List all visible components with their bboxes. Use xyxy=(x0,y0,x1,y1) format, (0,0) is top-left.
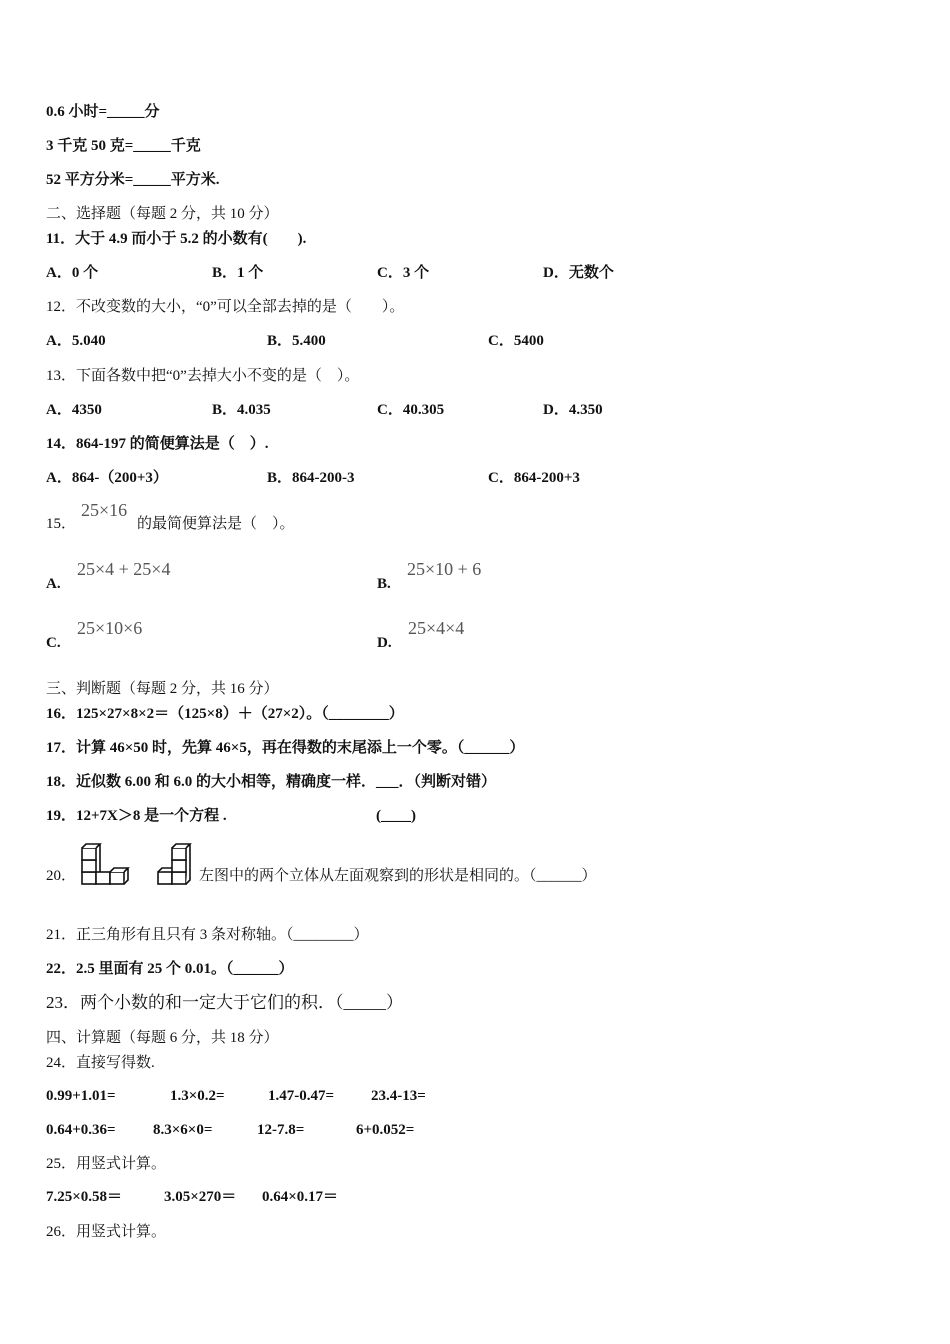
calc-item: 3.05×270＝ xyxy=(164,1189,237,1205)
question-14: 14．864-197 的简便算法是（ ）. xyxy=(46,436,269,452)
option-d: D. xyxy=(377,635,392,651)
question-22: 22．2.5 里面有 25 个 0.01。（______） xyxy=(46,961,294,977)
option-d: D．4.350 xyxy=(543,402,603,418)
question-20-number: 20． xyxy=(46,868,77,884)
question-21: 21．正三角形有且只有 3 条对称轴。（________） xyxy=(46,927,369,943)
fill-question: 3 千克 50 克=_____千克 xyxy=(46,138,201,154)
section-heading: 三、判断题（每题 2 分，共 16 分） xyxy=(46,681,279,697)
calc-item: 8.3×6×0= xyxy=(153,1122,213,1138)
question-11: 11．大于 4.9 而小于 5.2 的小数有( ). xyxy=(46,231,307,247)
calc-item: 7.25×0.58＝ xyxy=(46,1189,123,1205)
option-c: C．3 个 xyxy=(377,265,430,281)
option-b: B．5.400 xyxy=(267,333,326,349)
section-heading: 四、计算题（每题 6 分，共 18 分） xyxy=(46,1030,279,1046)
option-a: A．5.040 xyxy=(46,333,106,349)
option-d: D．无数个 xyxy=(543,265,614,281)
question-25: 25．用竖式计算。 xyxy=(46,1156,167,1172)
calc-item: 6+0.052= xyxy=(356,1122,415,1138)
question-15: 的最简便算法是（ ）。 xyxy=(137,516,295,532)
question-15-number: 15． xyxy=(46,516,77,532)
question-26: 26．用竖式计算。 xyxy=(46,1224,167,1240)
option-c-expression: 25×10×6 xyxy=(77,618,143,638)
section-heading: 二、选择题（每题 2 分，共 10 分） xyxy=(46,206,279,222)
option-a: A．4350 xyxy=(46,402,102,418)
question-19: 19．12+7X＞8 是一个方程 . xyxy=(46,808,227,824)
calc-item: 0.64×0.17＝ xyxy=(262,1189,339,1205)
question-13: 13．下面各数中把“0”去掉大小不变的是（ ）。 xyxy=(46,368,360,384)
option-a-expression: 25×4 + 25×4 xyxy=(77,559,171,579)
question-18: 18．近似数 6.00 和 6.0 的大小相等，精确度一样．___．（判断对错） xyxy=(46,774,497,790)
fill-question: 0.6 小时=_____分 xyxy=(46,104,160,120)
calc-item: 23.4-13= xyxy=(371,1088,426,1104)
question-12: 12．不改变数的大小，“0”可以全部去掉的是（ ）。 xyxy=(46,299,405,315)
option-a: A．864-（200+3） xyxy=(46,470,168,486)
calc-item: 12-7.8= xyxy=(257,1122,305,1138)
option-b: B．864-200-3 xyxy=(267,470,355,486)
question-16: 16．125×27×8×2＝（125×8）＋（27×2）。（________） xyxy=(46,706,404,722)
question-17: 17．计算 46×50 时，先算 46×5，再在得数的末尾添上一个零。（______） xyxy=(46,740,525,756)
option-c: C. xyxy=(46,635,61,651)
option-d-expression: 25×4×4 xyxy=(408,618,465,638)
math-expression: 25×16 xyxy=(81,500,128,520)
option-c: C．864-200+3 xyxy=(488,470,580,486)
answer-blank: (____) xyxy=(376,808,416,824)
option-c: C．40.305 xyxy=(377,402,445,418)
option-a: A. xyxy=(46,576,61,592)
option-b: B. xyxy=(377,576,391,592)
question-24: 24．直接写得数. xyxy=(46,1055,155,1071)
calc-item: 0.64+0.36= xyxy=(46,1122,116,1138)
calc-item: 1.3×0.2= xyxy=(170,1088,225,1104)
option-b: B．1 个 xyxy=(212,265,264,281)
cube-figure-left xyxy=(80,842,132,886)
question-20: 左图中的两个立体从左面观察到的形状是相同的。（______） xyxy=(199,868,597,884)
cube-figure-right xyxy=(156,842,200,886)
calc-item: 0.99+1.01= xyxy=(46,1088,116,1104)
option-a: A．0 个 xyxy=(46,265,99,281)
question-23: 23．两个小数的和一定大于它们的积．（_____） xyxy=(46,993,403,1012)
option-c: C．5400 xyxy=(488,333,544,349)
option-b-expression: 25×10 + 6 xyxy=(407,559,482,579)
option-b: B．4.035 xyxy=(212,402,271,418)
fill-question: 52 平方分米=_____平方米. xyxy=(46,172,220,188)
calc-item: 1.47-0.47= xyxy=(268,1088,335,1104)
